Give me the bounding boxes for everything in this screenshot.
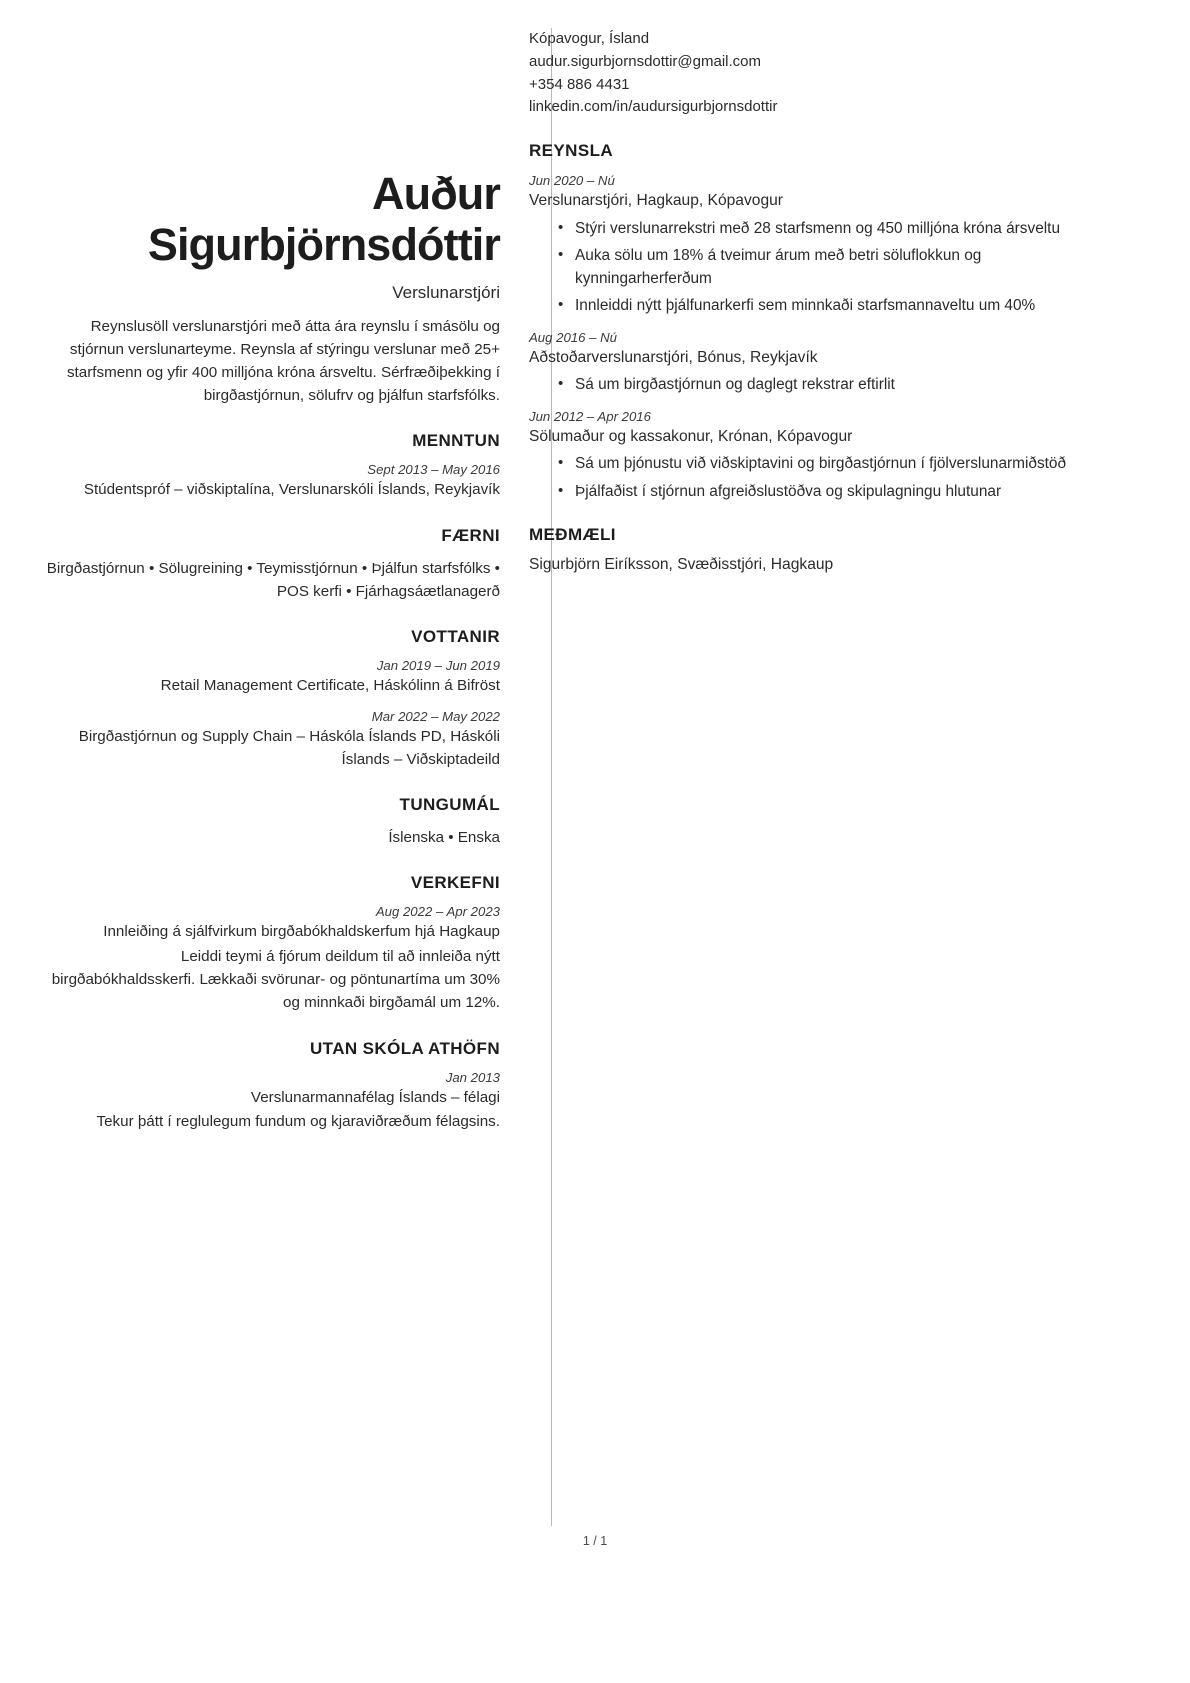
experience-date: Jun 2012 – Apr 2016 — [529, 408, 651, 424]
education-date: Sept 2013 – May 2016 — [367, 461, 500, 477]
experience-bullet: • Sá um birgðastjórnun og daglegt rekstrar eftirlit — [558, 374, 1080, 396]
section-title-projects: VERKEFNI — [410, 873, 500, 893]
contact-location: Kópavogur, Ísland — [529, 30, 650, 47]
project-body: Leiddi teymi á fjórum deildum til að innleiða nýtt birgðabókhaldsskerfi. Lækkaði svörunar- og pöntunartíma um 30% og minnkaði birgðamál um 12%. — [51, 948, 500, 1012]
section-title-education: MENNTUN — [412, 430, 500, 450]
extracurricular-body: Tekur þátt í reglulegum fundum og kjaraviðræðum félagsins. — [96, 1113, 500, 1131]
left-column — [0, 0, 511, 1133]
project-date: Aug 2022 – Apr 2023 — [375, 904, 500, 920]
contact-email[interactable]: audur.sigurbjornsdottir@gmail.com — [529, 52, 761, 70]
section-title-skills: FÆRNI — [441, 525, 500, 545]
section-title-languages: TUNGUMÁL — [399, 795, 500, 815]
section-title-experience: REYNSLA — [529, 141, 614, 161]
certificate-line: Retail Management Certificate, Háskólinn á Bifröst — [160, 676, 500, 694]
experience-bullet: • Þjálfaðist í stjórnun afgreiðslustöðva og skipulagningu hlutunar — [558, 481, 1080, 503]
experience-bullet: • Stýri verslunarrekstri með 28 starfsmenn og 450 milljóna króna ársveltu — [558, 218, 1080, 240]
section-title-extracurricular: UTAN SKÓLA ATHÖFN — [310, 1038, 500, 1058]
last-name: Sigurbjörnsdóttir — [147, 219, 500, 271]
reference-item: Sigurbjörn Eiríksson, Svæðisstjóri, Hagkaup — [529, 556, 834, 574]
skills-list: Birgðastjórnun • Sölugreining • Teymisstjórnun • Þjálfun starfsfólks • POS kerfi • Fjárhagsáætlanagerð — [46, 559, 500, 600]
contact-phone[interactable]: +354 886 4431 — [529, 75, 630, 93]
experience-bullet-list — [529, 218, 1080, 318]
experience-item — [529, 409, 1080, 504]
experience-role: Aðstoðarverslunarstjóri, Bónus, Reykjavík — [529, 348, 818, 366]
certificate-date: Mar 2022 – May 2022 — [371, 708, 500, 724]
right-column — [511, 0, 1190, 577]
experience-date: Aug 2016 – Nú — [529, 329, 617, 345]
experience-bullet-list — [529, 374, 1080, 396]
extracurricular-line: Verslunarmannafélag Íslands – félagi — [250, 1088, 500, 1106]
experience-role: Verslunarstjóri, Hagkaup, Kópavogur — [529, 192, 783, 210]
education-line: Stúdentspróf – viðskiptalína, Verslunarskóli Íslands, Reykjavík — [83, 480, 500, 498]
certificate-line: Birgðastjórnun og Supply Chain – Háskóla Íslands PD, Háskóli Íslands – Viðskiptadeild — [78, 727, 500, 768]
languages-list: Íslenska • Enska — [388, 829, 500, 847]
section-title-references: MEÐMÆLI — [529, 525, 616, 545]
profile-summary: Reynslusöll verslunarstjóri með átta ára reynslu í smásölu og stjórnun verslunarteyme. Reynsla af stýringu verslunar með 25+ starfsmenn og yfir 400 milljóna króna ársveltu. Sérfræðiþekking í birgðastjórnun, sölufrv og þjálfun starfsfólks. — [66, 317, 500, 404]
experience-role: Sölumaður og kassakonur, Krónan, Kópavogur — [529, 427, 853, 445]
certificate-date: Jan 2019 – Jun 2019 — [376, 657, 500, 673]
profile-headline: Verslunarstjóri — [392, 282, 500, 302]
section-title-certificates: VOTTANIR — [411, 626, 500, 646]
experience-bullet-list — [529, 453, 1080, 503]
experience-item — [529, 330, 1080, 397]
extracurricular-date: Jan 2013 — [445, 1069, 500, 1085]
experience-item — [529, 173, 1080, 318]
experience-date: Jun 2020 – Nú — [529, 173, 615, 189]
page-number: 1 / 1 — [582, 1534, 608, 1548]
contact-linkedin[interactable]: linkedin.com/in/audursigurbjornsdottir — [529, 98, 778, 116]
first-name: Auður — [372, 168, 500, 219]
project-line: Innleiðing á sjálfvirkum birgðabókhaldskerfum hjá Hagkaup — [103, 923, 500, 941]
experience-bullet: • Sá um þjónustu við viðskiptavini og birgðastjórnun í fjölverslunarmiðstöð — [558, 453, 1080, 475]
experience-bullet: • Innleiddi nýtt þjálfunarkerfi sem minnkaði starfsmannaveltu um 40% — [558, 295, 1080, 317]
page-title — [40, 168, 500, 271]
experience-bullet: • Auka sölu um 18% á tveimur árum með betri söluflokkun og kynningarherferðum — [558, 245, 1080, 290]
